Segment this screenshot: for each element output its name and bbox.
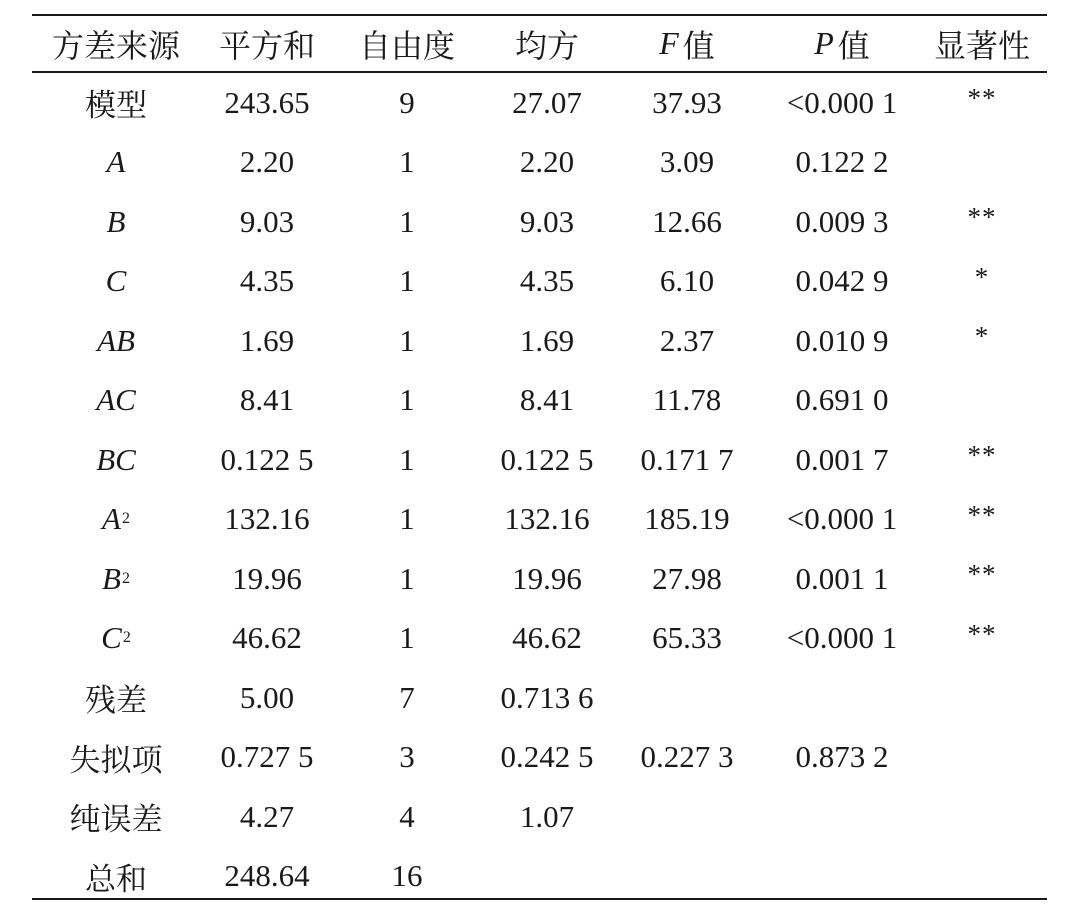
cell-p-value-text: 0.001 1 xyxy=(795,560,889,596)
cell-mean-square xyxy=(477,668,617,728)
cell-f-value xyxy=(617,609,757,669)
cell-p-value-text: 0.010 9 xyxy=(795,322,889,358)
cell-significance xyxy=(912,371,1052,431)
cell-significance-text: ** xyxy=(967,499,997,530)
cell-p-value xyxy=(757,490,927,550)
cell-f-value xyxy=(617,252,757,312)
cell-degrees-of-freedom-text: 7 xyxy=(399,679,415,715)
cell-sum-of-squares xyxy=(197,787,337,847)
cell-sum-of-squares-text: 19.96 xyxy=(232,560,302,596)
cell-mean-square xyxy=(477,133,617,193)
cell-p-value xyxy=(757,787,927,847)
table-row xyxy=(32,133,1047,193)
cell-f-value xyxy=(617,311,757,371)
cell-significance xyxy=(912,668,1052,728)
source-label: BC xyxy=(96,441,136,477)
cell-sum-of-squares xyxy=(197,490,337,550)
cell-sum-of-squares xyxy=(197,609,337,669)
cell-sum-of-squares-text: 4.35 xyxy=(239,263,295,299)
table-row xyxy=(32,549,1047,609)
cell-p-value xyxy=(757,133,927,193)
cell-degrees-of-freedom xyxy=(337,549,477,609)
cell-degrees-of-freedom-text: 9 xyxy=(399,84,415,120)
header-p-suffix: 值 xyxy=(837,27,870,64)
cell-degrees-of-freedom-text: 1 xyxy=(399,263,415,299)
cell-sum-of-squares-text: 4.27 xyxy=(239,798,295,834)
cell-source xyxy=(32,787,200,847)
cell-p-value xyxy=(757,73,927,133)
cell-significance-text: ** xyxy=(967,618,997,649)
cell-f-value-text: 3.09 xyxy=(659,144,715,180)
cell-mean-square-text: 1.07 xyxy=(519,798,575,834)
cell-p-value xyxy=(757,609,927,669)
cell-mean-square-text: 4.35 xyxy=(519,263,575,299)
cell-f-value xyxy=(617,133,757,193)
cell-sum-of-squares xyxy=(197,668,337,728)
cell-sum-of-squares xyxy=(197,371,337,431)
source-label: B xyxy=(106,203,126,239)
cell-significance xyxy=(912,430,1052,490)
cell-sum-of-squares xyxy=(197,311,337,371)
cell-significance xyxy=(912,311,1052,371)
cell-p-value-text: 0.691 0 xyxy=(795,382,889,418)
cell-degrees-of-freedom-text: 1 xyxy=(399,560,415,596)
header-mean-square: 均方 xyxy=(514,27,579,64)
cell-source xyxy=(32,311,200,371)
cell-f-value-text: 185.19 xyxy=(644,501,730,537)
cell-mean-square xyxy=(477,252,617,312)
cell-degrees-of-freedom-text: 1 xyxy=(399,203,415,239)
cell-mean-square xyxy=(477,73,617,133)
cell-degrees-of-freedom xyxy=(337,73,477,133)
cell-f-value xyxy=(617,549,757,609)
cell-f-value-text: 12.66 xyxy=(652,203,722,239)
cell-degrees-of-freedom xyxy=(337,311,477,371)
cell-sum-of-squares-text: 243.65 xyxy=(224,84,310,120)
cell-mean-square xyxy=(477,311,617,371)
cell-mean-square xyxy=(477,609,617,669)
cell-source xyxy=(32,490,200,550)
cell-p-value-text: 0.873 2 xyxy=(795,739,889,775)
cell-sum-of-squares-text: 8.41 xyxy=(239,382,295,418)
cell-significance xyxy=(912,609,1052,669)
source-label: 纯误差 xyxy=(69,802,163,838)
cell-p-value xyxy=(757,668,927,728)
cell-sum-of-squares xyxy=(197,252,337,312)
cell-significance xyxy=(912,252,1052,312)
source-label: C xyxy=(105,263,127,299)
cell-mean-square xyxy=(477,787,617,847)
cell-mean-square-text: 9.03 xyxy=(519,203,575,239)
cell-mean-square-text: 8.41 xyxy=(519,382,575,418)
header-f-letter: F xyxy=(659,25,679,62)
cell-source xyxy=(32,668,200,728)
cell-mean-square xyxy=(477,549,617,609)
cell-f-value-text: 0.171 7 xyxy=(640,441,734,477)
cell-f-value xyxy=(617,371,757,431)
cell-significance xyxy=(912,133,1052,193)
cell-f-value-text: 65.33 xyxy=(652,620,722,656)
cell-degrees-of-freedom xyxy=(337,728,477,788)
cell-mean-square xyxy=(477,192,617,252)
cell-degrees-of-freedom-text: 1 xyxy=(399,382,415,418)
cell-significance-text: ** xyxy=(967,83,997,114)
table-row xyxy=(32,430,1047,490)
cell-p-value xyxy=(757,252,927,312)
source-exponent: 2 xyxy=(122,629,131,647)
cell-sum-of-squares-text: 5.00 xyxy=(239,679,295,715)
table-row xyxy=(32,252,1047,312)
source-label: A xyxy=(106,144,126,180)
source-exponent: 2 xyxy=(121,510,130,528)
cell-significance-text: * xyxy=(974,321,990,352)
cell-sum-of-squares xyxy=(197,73,337,133)
source-label: AC xyxy=(96,382,136,418)
cell-sum-of-squares-text: 248.64 xyxy=(224,858,310,894)
cell-significance xyxy=(912,192,1052,252)
cell-f-value-text: 11.78 xyxy=(652,382,722,418)
cell-f-value-text: 2.37 xyxy=(659,322,715,358)
cell-source xyxy=(32,371,200,431)
cell-p-value-text: 0.001 7 xyxy=(795,441,889,477)
cell-mean-square xyxy=(477,430,617,490)
header-f-value xyxy=(617,14,757,74)
cell-f-value-text: 0.227 3 xyxy=(640,739,734,775)
cell-p-value xyxy=(757,728,927,788)
table-row xyxy=(32,311,1047,371)
cell-f-value xyxy=(617,787,757,847)
cell-degrees-of-freedom xyxy=(337,609,477,669)
cell-significance xyxy=(912,73,1052,133)
cell-f-value xyxy=(617,192,757,252)
cell-significance xyxy=(912,787,1052,847)
source-label: 失拟项 xyxy=(69,742,163,778)
cell-degrees-of-freedom-text: 1 xyxy=(399,441,415,477)
table-row xyxy=(32,73,1047,133)
cell-degrees-of-freedom-text: 4 xyxy=(399,798,415,834)
cell-mean-square-text: 19.96 xyxy=(512,560,582,596)
cell-mean-square-text: 1.69 xyxy=(519,322,575,358)
cell-p-value xyxy=(757,192,927,252)
cell-mean-square-text: 0.713 6 xyxy=(500,679,594,715)
header-p-letter: P xyxy=(814,25,834,62)
cell-f-value-text: 6.10 xyxy=(659,263,715,299)
cell-sum-of-squares-text: 132.16 xyxy=(224,501,310,537)
cell-f-value xyxy=(617,430,757,490)
cell-source xyxy=(32,133,200,193)
cell-mean-square-text: 46.62 xyxy=(512,620,582,656)
source-label: 模型 xyxy=(85,88,147,124)
header-degrees-of-freedom: 自由度 xyxy=(358,27,455,64)
source-label: 残差 xyxy=(85,683,147,719)
cell-f-value-text: 37.93 xyxy=(652,84,722,120)
cell-degrees-of-freedom xyxy=(337,371,477,431)
cell-degrees-of-freedom xyxy=(337,490,477,550)
cell-p-value xyxy=(757,430,927,490)
cell-f-value xyxy=(617,490,757,550)
cell-mean-square xyxy=(477,490,617,550)
cell-degrees-of-freedom-text: 16 xyxy=(391,858,423,894)
header-sum-of-squares: 平方和 xyxy=(218,27,315,64)
source-label: A xyxy=(102,501,121,537)
cell-mean-square-text: 2.20 xyxy=(519,144,575,180)
cell-mean-square-text: 0.242 5 xyxy=(500,739,594,775)
cell-f-value-text: 27.98 xyxy=(652,560,722,596)
cell-p-value xyxy=(757,549,927,609)
cell-degrees-of-freedom-text: 1 xyxy=(399,322,415,358)
cell-sum-of-squares-text: 2.20 xyxy=(239,144,295,180)
table-row xyxy=(32,728,1047,788)
cell-degrees-of-freedom xyxy=(337,430,477,490)
cell-sum-of-squares-text: 9.03 xyxy=(239,203,295,239)
cell-sum-of-squares xyxy=(197,133,337,193)
cell-degrees-of-freedom-text: 1 xyxy=(399,144,415,180)
table-row xyxy=(32,371,1047,431)
header-f-suffix: 值 xyxy=(682,27,715,64)
cell-p-value xyxy=(757,371,927,431)
cell-source xyxy=(32,73,200,133)
cell-p-value-text: 0.122 2 xyxy=(795,144,889,180)
cell-mean-square-text: 132.16 xyxy=(504,501,590,537)
cell-p-value-text: <0.000 1 xyxy=(786,84,898,120)
cell-source xyxy=(32,728,200,788)
cell-source xyxy=(32,609,200,669)
cell-degrees-of-freedom xyxy=(337,252,477,312)
cell-significance xyxy=(912,549,1052,609)
cell-significance xyxy=(912,728,1052,788)
source-exponent: 2 xyxy=(121,569,130,587)
cell-significance xyxy=(912,490,1052,550)
cell-f-value xyxy=(617,668,757,728)
cell-sum-of-squares-text: 0.122 5 xyxy=(220,441,314,477)
cell-degrees-of-freedom xyxy=(337,192,477,252)
cell-sum-of-squares xyxy=(197,728,337,788)
cell-p-value-text: <0.000 1 xyxy=(786,501,898,537)
cell-degrees-of-freedom-text: 3 xyxy=(399,739,415,775)
cell-mean-square-text: 27.07 xyxy=(512,84,582,120)
source-label: AB xyxy=(97,322,135,358)
cell-degrees-of-freedom-text: 1 xyxy=(399,501,415,537)
cell-sum-of-squares-text: 1.69 xyxy=(239,322,295,358)
cell-mean-square xyxy=(477,371,617,431)
cell-degrees-of-freedom xyxy=(337,787,477,847)
table-row xyxy=(32,668,1047,728)
cell-significance-text: ** xyxy=(967,202,997,233)
cell-significance-text: ** xyxy=(967,559,997,590)
cell-source xyxy=(32,430,200,490)
cell-p-value-text: 0.009 3 xyxy=(795,203,889,239)
cell-mean-square xyxy=(477,728,617,788)
cell-degrees-of-freedom-text: 1 xyxy=(399,620,415,656)
source-label: C xyxy=(101,620,122,656)
cell-degrees-of-freedom xyxy=(337,668,477,728)
cell-sum-of-squares xyxy=(197,549,337,609)
source-label: 总和 xyxy=(85,861,147,897)
cell-sum-of-squares-text: 0.727 5 xyxy=(220,739,314,775)
cell-p-value xyxy=(757,311,927,371)
cell-source xyxy=(32,192,200,252)
header-source: 方差来源 xyxy=(51,27,180,64)
cell-significance-text: * xyxy=(974,261,990,292)
cell-sum-of-squares xyxy=(197,192,337,252)
bottom-rule xyxy=(32,898,1047,900)
header-significance: 显著性 xyxy=(933,27,1030,64)
cell-source xyxy=(32,549,200,609)
table-row xyxy=(32,490,1047,550)
cell-degrees-of-freedom xyxy=(337,133,477,193)
table-row xyxy=(32,192,1047,252)
cell-sum-of-squares-text: 46.62 xyxy=(232,620,302,656)
cell-f-value xyxy=(617,73,757,133)
source-label: B xyxy=(102,560,121,596)
cell-f-value xyxy=(617,728,757,788)
cell-p-value-text: <0.000 1 xyxy=(786,620,898,656)
cell-source xyxy=(32,252,200,312)
cell-p-value-text: 0.042 9 xyxy=(795,263,889,299)
cell-mean-square-text: 0.122 5 xyxy=(500,441,594,477)
table-row xyxy=(32,609,1047,669)
header-p-value xyxy=(757,14,927,74)
table-header-row xyxy=(32,14,1047,74)
cell-significance-text: ** xyxy=(967,440,997,471)
table-row xyxy=(32,787,1047,847)
cell-sum-of-squares xyxy=(197,430,337,490)
